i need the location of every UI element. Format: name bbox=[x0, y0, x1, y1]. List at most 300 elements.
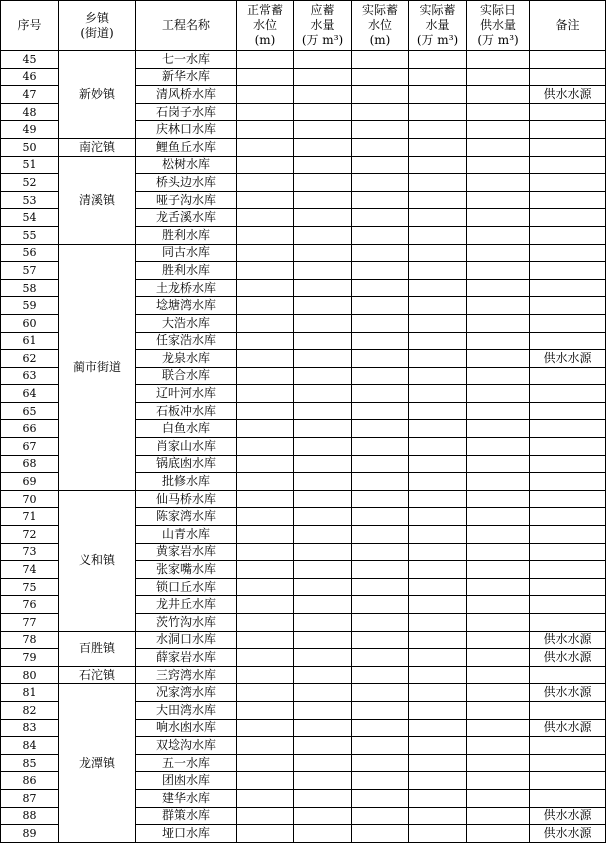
should-volume-cell bbox=[294, 156, 352, 174]
normal-level-cell bbox=[237, 156, 294, 174]
daily-supply-cell bbox=[467, 138, 530, 156]
project-name-cell: 张家嘴水库 bbox=[136, 561, 237, 579]
normal-level-cell bbox=[237, 402, 294, 420]
actual-level-cell bbox=[352, 121, 409, 139]
actual-level-cell bbox=[352, 350, 409, 368]
actual-volume-cell bbox=[409, 103, 467, 121]
should-volume-cell bbox=[294, 402, 352, 420]
actual-level-cell bbox=[352, 772, 409, 790]
should-volume-cell bbox=[294, 121, 352, 139]
remark-cell bbox=[530, 191, 606, 209]
project-name-cell: 双埝沟水库 bbox=[136, 737, 237, 755]
daily-supply-cell bbox=[467, 631, 530, 649]
actual-volume-cell bbox=[409, 772, 467, 790]
daily-supply-cell bbox=[467, 684, 530, 702]
seq-cell: 49 bbox=[1, 121, 59, 139]
should-volume-cell bbox=[294, 825, 352, 843]
seq-cell: 84 bbox=[1, 737, 59, 755]
project-name-cell: 联合水库 bbox=[136, 367, 237, 385]
project-name-cell: 建华水库 bbox=[136, 789, 237, 807]
normal-level-cell bbox=[237, 526, 294, 544]
actual-level-cell bbox=[352, 279, 409, 297]
seq-cell: 47 bbox=[1, 86, 59, 104]
seq-cell: 63 bbox=[1, 367, 59, 385]
remark-cell: 供水水源 bbox=[530, 684, 606, 702]
should-volume-cell bbox=[294, 508, 352, 526]
project-name-cell: 辽叶河水库 bbox=[136, 385, 237, 403]
town-cell: 新妙镇 bbox=[59, 51, 136, 139]
actual-level-cell bbox=[352, 402, 409, 420]
daily-supply-cell bbox=[467, 490, 530, 508]
seq-cell: 70 bbox=[1, 490, 59, 508]
daily-supply-cell bbox=[467, 807, 530, 825]
remark-cell bbox=[530, 209, 606, 227]
actual-volume-cell bbox=[409, 526, 467, 544]
should-volume-cell bbox=[294, 226, 352, 244]
remark-cell bbox=[530, 666, 606, 684]
header-seq: 序号 bbox=[1, 1, 59, 51]
remark-cell bbox=[530, 701, 606, 719]
project-name-cell: 同古水库 bbox=[136, 244, 237, 262]
town-cell: 龙潭镇 bbox=[59, 684, 136, 842]
daily-supply-cell bbox=[467, 473, 530, 491]
remark-cell bbox=[530, 262, 606, 280]
table-row bbox=[1, 244, 606, 262]
project-name-cell: 新华水库 bbox=[136, 68, 237, 86]
actual-volume-cell bbox=[409, 209, 467, 227]
actual-volume-cell bbox=[409, 402, 467, 420]
actual-volume-cell bbox=[409, 631, 467, 649]
should-volume-cell bbox=[294, 543, 352, 561]
project-name-cell: 大浩水库 bbox=[136, 314, 237, 332]
remark-cell bbox=[530, 103, 606, 121]
project-name-cell: 茨竹沟水库 bbox=[136, 614, 237, 632]
table-row bbox=[1, 51, 606, 69]
project-name-cell: 仙马桥水库 bbox=[136, 490, 237, 508]
remark-cell bbox=[530, 244, 606, 262]
actual-volume-cell bbox=[409, 68, 467, 86]
seq-cell: 68 bbox=[1, 455, 59, 473]
should-volume-cell bbox=[294, 473, 352, 491]
should-volume-cell bbox=[294, 420, 352, 438]
normal-level-cell bbox=[237, 297, 294, 315]
project-name-cell: 七一水库 bbox=[136, 51, 237, 69]
remark-cell bbox=[530, 367, 606, 385]
actual-volume-cell bbox=[409, 314, 467, 332]
should-volume-cell bbox=[294, 191, 352, 209]
remark-cell: 供水水源 bbox=[530, 825, 606, 843]
should-volume-cell bbox=[294, 807, 352, 825]
normal-level-cell bbox=[237, 508, 294, 526]
project-name-cell: 白鱼水库 bbox=[136, 420, 237, 438]
project-name-cell: 庆林口水库 bbox=[136, 121, 237, 139]
actual-level-cell bbox=[352, 719, 409, 737]
seq-cell: 72 bbox=[1, 526, 59, 544]
daily-supply-cell bbox=[467, 508, 530, 526]
actual-level-cell bbox=[352, 68, 409, 86]
remark-cell bbox=[530, 596, 606, 614]
normal-level-cell bbox=[237, 138, 294, 156]
normal-level-cell bbox=[237, 561, 294, 579]
project-name-cell: 薛家岩水库 bbox=[136, 649, 237, 667]
header-actual-level: 实际蓄 水位 (m) bbox=[352, 1, 409, 51]
project-name-cell: 胜利水库 bbox=[136, 226, 237, 244]
actual-level-cell bbox=[352, 701, 409, 719]
actual-volume-cell bbox=[409, 649, 467, 667]
remark-cell: 供水水源 bbox=[530, 649, 606, 667]
should-volume-cell bbox=[294, 649, 352, 667]
should-volume-cell bbox=[294, 297, 352, 315]
remark-cell bbox=[530, 279, 606, 297]
normal-level-cell bbox=[237, 314, 294, 332]
daily-supply-cell bbox=[467, 578, 530, 596]
seq-cell: 46 bbox=[1, 68, 59, 86]
normal-level-cell bbox=[237, 121, 294, 139]
remark-cell bbox=[530, 156, 606, 174]
should-volume-cell bbox=[294, 614, 352, 632]
daily-supply-cell bbox=[467, 420, 530, 438]
actual-level-cell bbox=[352, 490, 409, 508]
project-name-cell: 肖家山水库 bbox=[136, 438, 237, 456]
normal-level-cell bbox=[237, 737, 294, 755]
seq-cell: 60 bbox=[1, 314, 59, 332]
remark-cell bbox=[530, 68, 606, 86]
actual-level-cell bbox=[352, 455, 409, 473]
remark-cell bbox=[530, 789, 606, 807]
daily-supply-cell bbox=[467, 174, 530, 192]
actual-volume-cell bbox=[409, 508, 467, 526]
actual-level-cell bbox=[352, 543, 409, 561]
seq-cell: 78 bbox=[1, 631, 59, 649]
actual-level-cell bbox=[352, 807, 409, 825]
actual-volume-cell bbox=[409, 438, 467, 456]
remark-cell bbox=[530, 543, 606, 561]
remark-cell bbox=[530, 526, 606, 544]
actual-volume-cell bbox=[409, 174, 467, 192]
seq-cell: 61 bbox=[1, 332, 59, 350]
remark-cell bbox=[530, 121, 606, 139]
should-volume-cell bbox=[294, 332, 352, 350]
remark-cell bbox=[530, 754, 606, 772]
daily-supply-cell bbox=[467, 332, 530, 350]
actual-volume-cell bbox=[409, 156, 467, 174]
remark-cell bbox=[530, 402, 606, 420]
remark-cell bbox=[530, 508, 606, 526]
should-volume-cell bbox=[294, 455, 352, 473]
normal-level-cell bbox=[237, 614, 294, 632]
project-name-cell: 龙舌溪水库 bbox=[136, 209, 237, 227]
seq-cell: 53 bbox=[1, 191, 59, 209]
project-name-cell: 埝塘湾水库 bbox=[136, 297, 237, 315]
remark-cell bbox=[530, 226, 606, 244]
daily-supply-cell bbox=[467, 156, 530, 174]
remark-cell bbox=[530, 138, 606, 156]
actual-volume-cell bbox=[409, 614, 467, 632]
actual-level-cell bbox=[352, 367, 409, 385]
daily-supply-cell bbox=[467, 719, 530, 737]
actual-volume-cell bbox=[409, 754, 467, 772]
actual-level-cell bbox=[352, 631, 409, 649]
header-remark: 备注 bbox=[530, 1, 606, 51]
actual-level-cell bbox=[352, 138, 409, 156]
normal-level-cell bbox=[237, 807, 294, 825]
daily-supply-cell bbox=[467, 754, 530, 772]
table-row bbox=[1, 490, 606, 508]
project-name-cell: 清风桥水库 bbox=[136, 86, 237, 104]
seq-cell: 89 bbox=[1, 825, 59, 843]
daily-supply-cell bbox=[467, 526, 530, 544]
should-volume-cell bbox=[294, 262, 352, 280]
town-cell: 清溪镇 bbox=[59, 156, 136, 244]
daily-supply-cell bbox=[467, 226, 530, 244]
daily-supply-cell bbox=[467, 789, 530, 807]
seq-cell: 79 bbox=[1, 649, 59, 667]
daily-supply-cell bbox=[467, 596, 530, 614]
actual-volume-cell bbox=[409, 244, 467, 262]
seq-cell: 48 bbox=[1, 103, 59, 121]
seq-cell: 59 bbox=[1, 297, 59, 315]
normal-level-cell bbox=[237, 244, 294, 262]
actual-volume-cell bbox=[409, 191, 467, 209]
daily-supply-cell bbox=[467, 297, 530, 315]
seq-cell: 77 bbox=[1, 614, 59, 632]
table-body bbox=[1, 51, 606, 843]
seq-cell: 76 bbox=[1, 596, 59, 614]
remark-cell bbox=[530, 561, 606, 579]
seq-cell: 64 bbox=[1, 385, 59, 403]
header-normal-level: 正常蓄 水位 (m) bbox=[237, 1, 294, 51]
project-name-cell: 响水凼水库 bbox=[136, 719, 237, 737]
actual-volume-cell bbox=[409, 684, 467, 702]
actual-level-cell bbox=[352, 103, 409, 121]
daily-supply-cell bbox=[467, 262, 530, 280]
actual-level-cell bbox=[352, 209, 409, 227]
project-name-cell: 鲤鱼丘水库 bbox=[136, 138, 237, 156]
should-volume-cell bbox=[294, 279, 352, 297]
actual-level-cell bbox=[352, 754, 409, 772]
actual-volume-cell bbox=[409, 385, 467, 403]
seq-cell: 80 bbox=[1, 666, 59, 684]
seq-cell: 45 bbox=[1, 51, 59, 69]
remark-cell bbox=[530, 490, 606, 508]
daily-supply-cell bbox=[467, 86, 530, 104]
actual-level-cell bbox=[352, 561, 409, 579]
actual-volume-cell bbox=[409, 121, 467, 139]
actual-level-cell bbox=[352, 191, 409, 209]
normal-level-cell bbox=[237, 438, 294, 456]
remark-cell bbox=[530, 438, 606, 456]
actual-volume-cell bbox=[409, 420, 467, 438]
actual-volume-cell bbox=[409, 825, 467, 843]
remark-cell bbox=[530, 297, 606, 315]
remark-cell: 供水水源 bbox=[530, 807, 606, 825]
normal-level-cell bbox=[237, 174, 294, 192]
should-volume-cell bbox=[294, 666, 352, 684]
daily-supply-cell bbox=[467, 244, 530, 262]
seq-cell: 67 bbox=[1, 438, 59, 456]
should-volume-cell bbox=[294, 174, 352, 192]
project-name-cell: 三窍湾水库 bbox=[136, 666, 237, 684]
remark-cell bbox=[530, 455, 606, 473]
daily-supply-cell bbox=[467, 614, 530, 632]
daily-supply-cell bbox=[467, 350, 530, 368]
daily-supply-cell bbox=[467, 402, 530, 420]
normal-level-cell bbox=[237, 789, 294, 807]
header-should-volume: 应蓄 水量 (万 m³) bbox=[294, 1, 352, 51]
actual-level-cell bbox=[352, 578, 409, 596]
project-name-cell: 锁口丘水库 bbox=[136, 578, 237, 596]
actual-level-cell bbox=[352, 174, 409, 192]
actual-volume-cell bbox=[409, 455, 467, 473]
town-cell: 石沱镇 bbox=[59, 666, 136, 684]
should-volume-cell bbox=[294, 138, 352, 156]
actual-level-cell bbox=[352, 825, 409, 843]
project-name-cell: 龙泉水库 bbox=[136, 350, 237, 368]
town-cell: 百胜镇 bbox=[59, 631, 136, 666]
actual-level-cell bbox=[352, 385, 409, 403]
actual-volume-cell bbox=[409, 490, 467, 508]
should-volume-cell bbox=[294, 51, 352, 69]
actual-volume-cell bbox=[409, 367, 467, 385]
actual-level-cell bbox=[352, 156, 409, 174]
seq-cell: 71 bbox=[1, 508, 59, 526]
actual-volume-cell bbox=[409, 561, 467, 579]
remark-cell bbox=[530, 385, 606, 403]
should-volume-cell bbox=[294, 789, 352, 807]
normal-level-cell bbox=[237, 631, 294, 649]
actual-level-cell bbox=[352, 314, 409, 332]
project-name-cell: 锅底凼水库 bbox=[136, 455, 237, 473]
seq-cell: 74 bbox=[1, 561, 59, 579]
should-volume-cell bbox=[294, 103, 352, 121]
actual-level-cell bbox=[352, 297, 409, 315]
actual-volume-cell bbox=[409, 262, 467, 280]
should-volume-cell bbox=[294, 596, 352, 614]
seq-cell: 85 bbox=[1, 754, 59, 772]
daily-supply-cell bbox=[467, 51, 530, 69]
actual-level-cell bbox=[352, 438, 409, 456]
actual-level-cell bbox=[352, 420, 409, 438]
seq-cell: 54 bbox=[1, 209, 59, 227]
should-volume-cell bbox=[294, 754, 352, 772]
remark-cell bbox=[530, 578, 606, 596]
project-name-cell: 垭口水库 bbox=[136, 825, 237, 843]
header-project: 工程名称 bbox=[136, 1, 237, 51]
header-town: 乡镇 (街道) bbox=[59, 1, 136, 51]
actual-level-cell bbox=[352, 649, 409, 667]
normal-level-cell bbox=[237, 262, 294, 280]
daily-supply-cell bbox=[467, 649, 530, 667]
seq-cell: 62 bbox=[1, 350, 59, 368]
should-volume-cell bbox=[294, 244, 352, 262]
normal-level-cell bbox=[237, 684, 294, 702]
should-volume-cell bbox=[294, 209, 352, 227]
daily-supply-cell bbox=[467, 385, 530, 403]
project-name-cell: 山青水库 bbox=[136, 526, 237, 544]
should-volume-cell bbox=[294, 772, 352, 790]
seq-cell: 69 bbox=[1, 473, 59, 491]
daily-supply-cell bbox=[467, 121, 530, 139]
seq-cell: 87 bbox=[1, 789, 59, 807]
should-volume-cell bbox=[294, 578, 352, 596]
actual-level-cell bbox=[352, 226, 409, 244]
daily-supply-cell bbox=[467, 438, 530, 456]
remark-cell bbox=[530, 420, 606, 438]
should-volume-cell bbox=[294, 561, 352, 579]
normal-level-cell bbox=[237, 103, 294, 121]
project-name-cell: 任家浩水库 bbox=[136, 332, 237, 350]
remark-cell: 供水水源 bbox=[530, 350, 606, 368]
daily-supply-cell bbox=[467, 543, 530, 561]
remark-cell bbox=[530, 737, 606, 755]
actual-level-cell bbox=[352, 789, 409, 807]
seq-cell: 81 bbox=[1, 684, 59, 702]
seq-cell: 65 bbox=[1, 402, 59, 420]
project-name-cell: 胜利水库 bbox=[136, 262, 237, 280]
daily-supply-cell bbox=[467, 68, 530, 86]
should-volume-cell bbox=[294, 719, 352, 737]
daily-supply-cell bbox=[467, 737, 530, 755]
town-cell: 蔺市街道 bbox=[59, 244, 136, 490]
seq-cell: 88 bbox=[1, 807, 59, 825]
daily-supply-cell bbox=[467, 279, 530, 297]
remark-cell bbox=[530, 473, 606, 491]
normal-level-cell bbox=[237, 455, 294, 473]
normal-level-cell bbox=[237, 649, 294, 667]
normal-level-cell bbox=[237, 86, 294, 104]
actual-level-cell bbox=[352, 596, 409, 614]
seq-cell: 52 bbox=[1, 174, 59, 192]
normal-level-cell bbox=[237, 51, 294, 69]
actual-level-cell bbox=[352, 737, 409, 755]
should-volume-cell bbox=[294, 684, 352, 702]
daily-supply-cell bbox=[467, 191, 530, 209]
daily-supply-cell bbox=[467, 455, 530, 473]
daily-supply-cell bbox=[467, 561, 530, 579]
actual-level-cell bbox=[352, 508, 409, 526]
normal-level-cell bbox=[237, 701, 294, 719]
table-row bbox=[1, 666, 606, 684]
town-cell: 南沱镇 bbox=[59, 138, 136, 156]
normal-level-cell bbox=[237, 596, 294, 614]
actual-level-cell bbox=[352, 262, 409, 280]
project-name-cell: 批修水库 bbox=[136, 473, 237, 491]
actual-volume-cell bbox=[409, 666, 467, 684]
actual-level-cell bbox=[352, 684, 409, 702]
actual-volume-cell bbox=[409, 226, 467, 244]
seq-cell: 66 bbox=[1, 420, 59, 438]
actual-volume-cell bbox=[409, 473, 467, 491]
normal-level-cell bbox=[237, 385, 294, 403]
should-volume-cell bbox=[294, 385, 352, 403]
actual-volume-cell bbox=[409, 737, 467, 755]
should-volume-cell bbox=[294, 631, 352, 649]
header-actual-volume: 实际蓄 水量 (万 m³) bbox=[409, 1, 467, 51]
daily-supply-cell bbox=[467, 314, 530, 332]
normal-level-cell bbox=[237, 209, 294, 227]
seq-cell: 56 bbox=[1, 244, 59, 262]
project-name-cell: 团凼水库 bbox=[136, 772, 237, 790]
daily-supply-cell bbox=[467, 367, 530, 385]
seq-cell: 73 bbox=[1, 543, 59, 561]
should-volume-cell bbox=[294, 438, 352, 456]
actual-volume-cell bbox=[409, 138, 467, 156]
actual-volume-cell bbox=[409, 350, 467, 368]
normal-level-cell bbox=[237, 226, 294, 244]
table-row bbox=[1, 138, 606, 156]
normal-level-cell bbox=[237, 772, 294, 790]
project-name-cell: 水洞口水库 bbox=[136, 631, 237, 649]
